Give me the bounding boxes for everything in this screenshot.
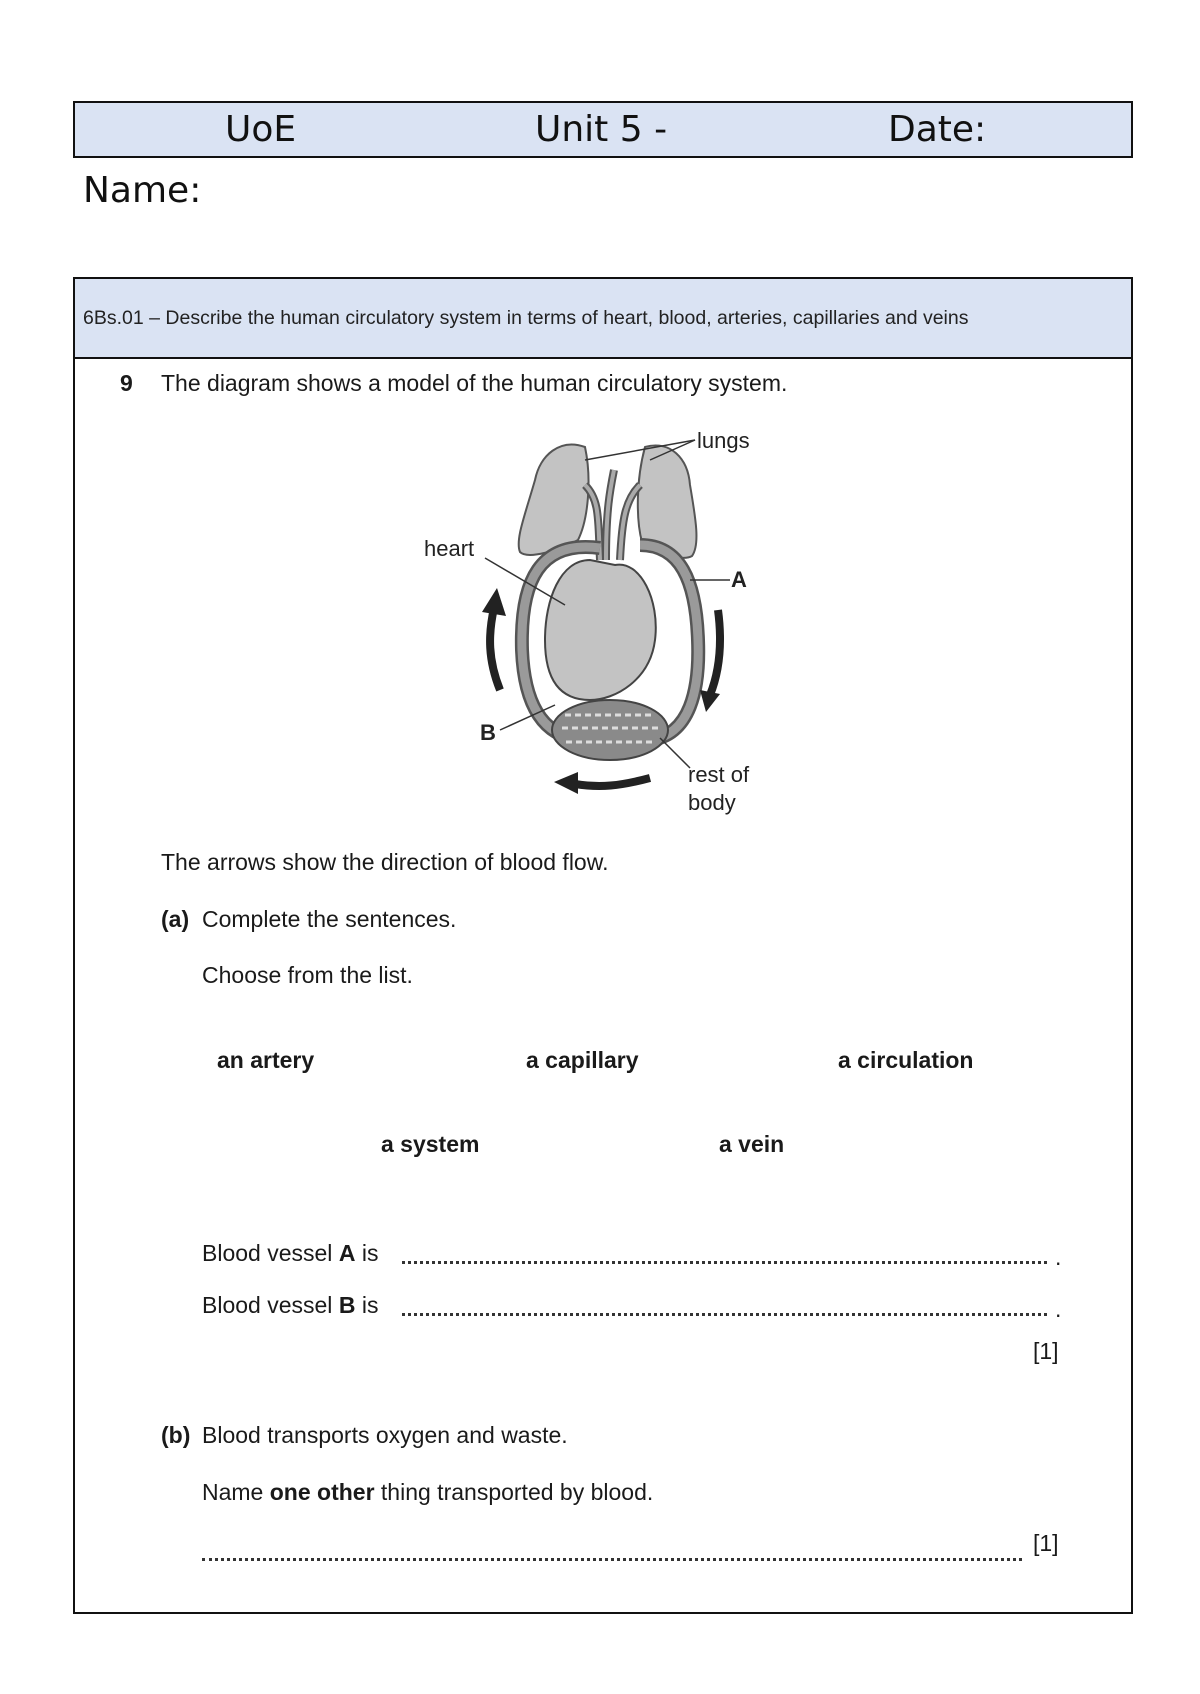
marks-a: [1] — [1033, 1338, 1059, 1364]
option-system: a system — [381, 1131, 480, 1157]
answer-line-a[interactable] — [402, 1261, 1047, 1264]
choose-text: Choose from the list. — [202, 962, 413, 988]
label-lungs: lungs — [697, 428, 750, 453]
part-a-instruction: Complete the sentences. — [202, 906, 457, 932]
option-artery: an artery — [217, 1047, 315, 1073]
capillary-bed — [552, 700, 668, 760]
arrow-up-icon — [490, 608, 500, 690]
end-mark-a: . — [1055, 1244, 1062, 1270]
name-label: Name: — [83, 170, 202, 211]
sentence-a: Blood vessel A is — [202, 1240, 379, 1266]
answer-line-part-b[interactable] — [202, 1558, 1022, 1561]
question-number: 9 — [120, 370, 133, 396]
end-mark-b: . — [1055, 1296, 1062, 1322]
objective-text: 6Bs.01 – Describe the human circulatory system in terms of heart, blood, arteries, capillaries and veins — [83, 307, 969, 329]
arrow-down-icon — [710, 610, 720, 695]
label-heart: heart — [424, 536, 475, 561]
part-b-prompt: Name one other thing transported by blood. — [202, 1479, 654, 1505]
unit-title: Unit 5 - — [535, 109, 668, 150]
label-a: A — [731, 567, 747, 592]
option-vein: a vein — [719, 1131, 785, 1157]
arrow-left-icon — [575, 778, 650, 786]
sentence-b: Blood vessel B is — [202, 1292, 379, 1318]
date-label: Date: — [888, 109, 987, 150]
left-lung-shape — [519, 445, 589, 555]
arrows-text: The arrows show the direction of blood flow. — [161, 849, 609, 875]
label-body: body — [688, 790, 736, 815]
label-rest-of: rest of — [688, 762, 750, 787]
learning-objective — [75, 279, 1131, 359]
option-circulation: a circulation — [838, 1047, 974, 1073]
question-intro: The diagram shows a model of the human circulatory system. — [161, 370, 788, 396]
option-capillary: a capillary — [526, 1047, 639, 1073]
part-a-label: (a) — [161, 906, 190, 932]
school-name: UoE — [225, 109, 297, 150]
part-b-statement: Blood transports oxygen and waste. — [202, 1422, 568, 1448]
answer-line-b[interactable] — [402, 1313, 1047, 1316]
part-b-label: (b) — [161, 1422, 191, 1448]
marks-b: [1] — [1033, 1530, 1059, 1556]
label-b: B — [480, 720, 496, 745]
header-bar — [73, 101, 1133, 158]
circulatory-system-diagram — [410, 420, 780, 820]
heart-shape — [545, 560, 656, 700]
